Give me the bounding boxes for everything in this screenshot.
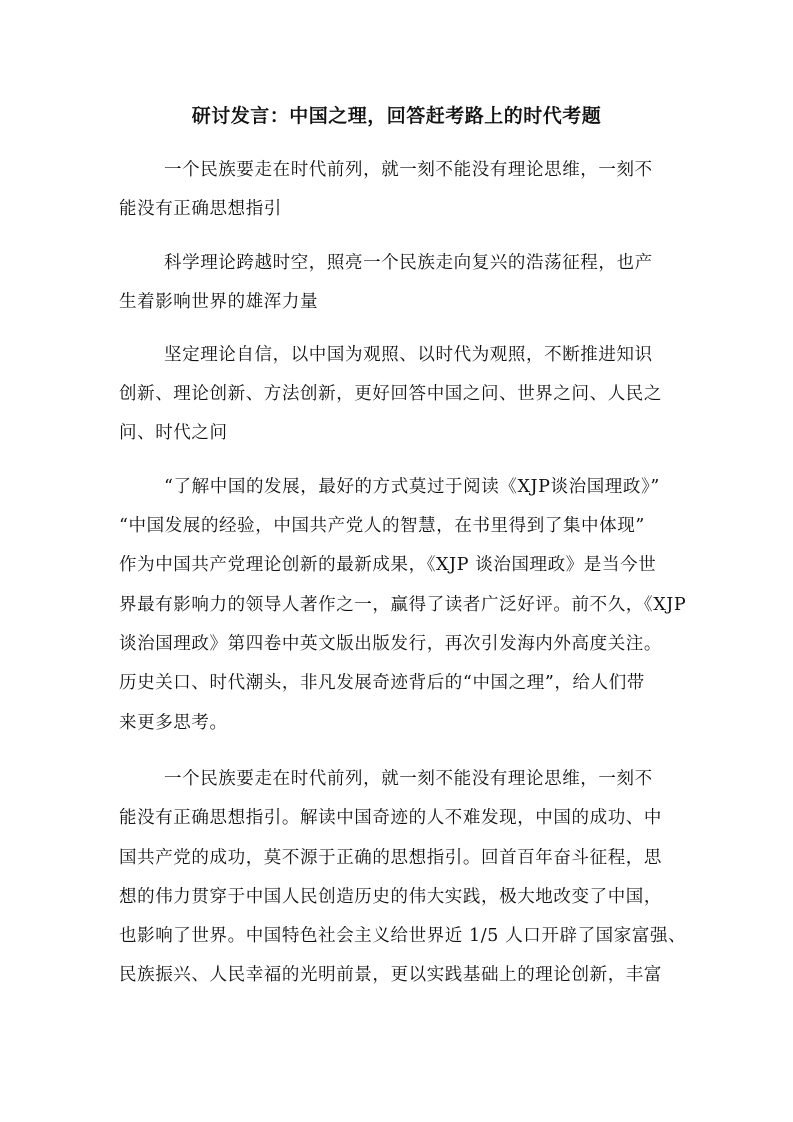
- paragraph-4-line-6: 历史关口、时代潮头，非凡发展奇迹背后的“中国之理”，给人们带: [119, 673, 645, 693]
- paragraph-4-line-7: 来更多思考。: [119, 713, 228, 733]
- paragraph-2-line-1: 科学理论跨越时空，照亮一个民族走向复兴的浩荡征程，也产: [164, 253, 653, 273]
- paragraph-5-line-1: 一个民族要走在时代前列，就一刻不能没有理论思维，一刻不: [164, 769, 653, 789]
- paragraph-5-line-2: 能没有正确思想指引。解读中国奇迹的人不难发现，中国的成功、中: [119, 808, 662, 828]
- paragraph-5-line-6: 民族振兴、人民幸福的光明前景，更以实践基础上的理论创新，丰富: [119, 965, 662, 985]
- paragraph-3-line-2: 创新、理论创新、方法创新，更好回答中国之问、世界之问、人民之: [119, 384, 662, 404]
- paragraph-2-line-2: 生着影响世界的雄浑力量: [119, 292, 319, 312]
- paragraph-3-line-3: 问、时代之问: [119, 423, 228, 443]
- paragraph-4-line-1: “了解中国的发展，最好的方式莫过于阅读《XJP谈治国理政》”: [164, 477, 660, 497]
- paragraph-1-line-2: 能没有正确思想指引: [119, 199, 282, 219]
- paragraph-4-line-3: 作为中国共产党理论创新的最新成果，《XJP 谈治国理政》是当今世: [119, 555, 657, 575]
- paragraph-5-line-3: 国共产党的成功，莫不源于正确的思想指引。回首百年奋斗征程，思: [119, 848, 662, 868]
- paragraph-3-line-1: 坚定理论自信，以中国为观照、以时代为观照，不断推进知识: [164, 345, 653, 365]
- paragraph-1-line-1: 一个民族要走在时代前列，就一刻不能没有理论思维，一刻不: [164, 160, 653, 180]
- paragraph-5-line-5: 也影响了世界。中国特色社会主义给世界近 1/5 人口开辟了国家富强、: [119, 926, 687, 946]
- document-title: 研讨发言：中国之理，回答赶考路上的时代考题: [191, 105, 602, 127]
- paragraph-5-line-4: 想的伟力贯穿于中国人民创造历史的伟大实践，极大地改变了中国，: [119, 887, 662, 907]
- paragraph-4-line-2: “中国发展的经验，中国共产党人的智慧，在书里得到了集中体现”: [119, 516, 645, 536]
- paragraph-4-line-5: 谈治国理政》第四卷中英文版出版发行，再次引发海内外高度关注。: [119, 634, 662, 654]
- paragraph-4-line-4: 界最有影响力的领导人著作之一，赢得了读者广泛好评。前不久，《XJP: [119, 595, 687, 615]
